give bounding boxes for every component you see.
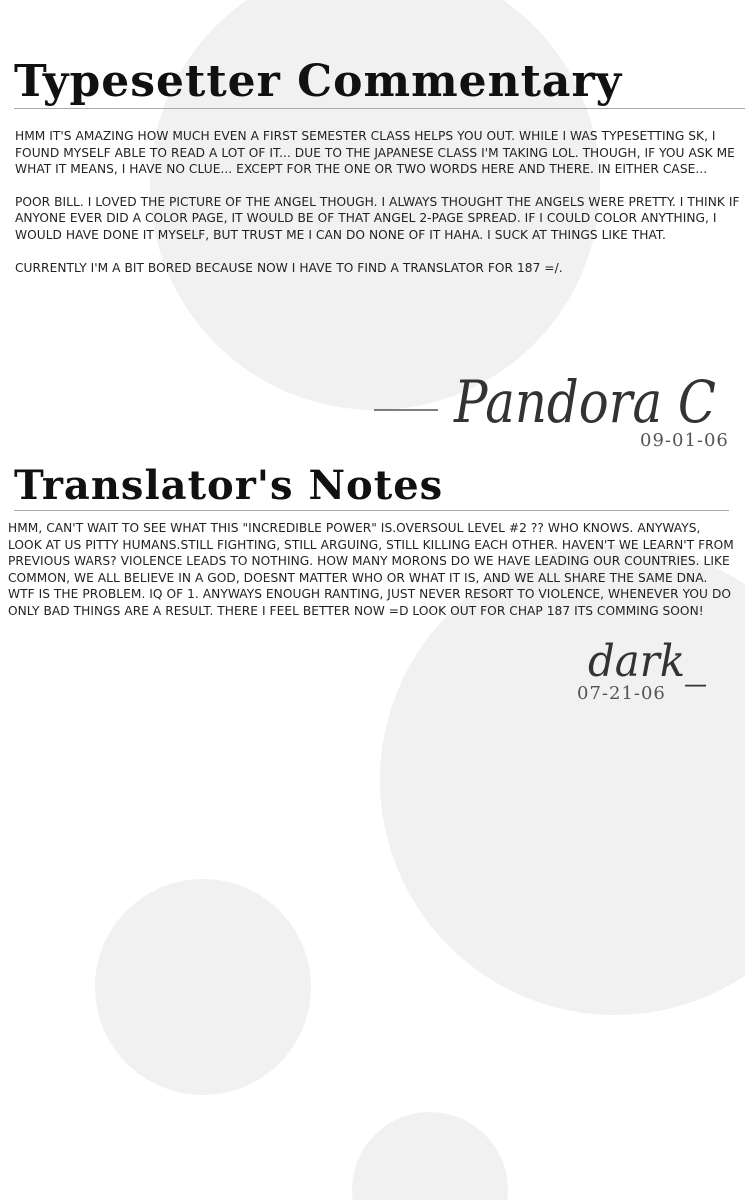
translator-date: 07-21-06 [577, 683, 666, 704]
translator-paragraph: HMM, CAN'T WAIT TO SEE WHAT THIS "INCREDIBLE POWER" IS.OVERSOUL LEVEL #2 ?? WHO KNOWS. ANYWAYS, LOOK AT US PITTY HUMANS.STILL FIGHTING, STILL ARGUING, STILL KILLING EACH OTHER. HAVEN'T WE LEARN'T FROM PREVIOUS WARS? VIOLENCE LEADS TO NOTHING. HOW MANY MORONS DO WE HAVE LEADING OUR COUNTRIES. LIKE COMMON, WE ALL BELIEVE IN A GOD, DOESNT MATTER WHO OR WHAT IT IS, AND WE ALL SHARE THE SAME DNA. WTF IS THE PROBLEM. IQ OF 1. ANYWAYS ENOUGH RANTING, JUST NEVER RESORT TO VIOLENCE, WHENEVER YOU DO ONLY BAD THINGS ARE A RESULT. THERE I FEEL BETTER NOW =D LOOK OUT FOR CHAP 187 ITS COMMING SOON! [8, 521, 734, 618]
typesetter-divider [14, 108, 745, 109]
translator-heading: Translator's Notes [14, 462, 444, 509]
typesetter-heading: Typesetter Commentary [14, 56, 623, 107]
typesetter-date: 09-01-06 [640, 430, 729, 451]
typesetter-paragraph: HMM IT'S AMAZING HOW MUCH EVEN A FIRST SEMESTER CLASS HELPS YOU OUT. WHILE I WAS TYPESETTING SK, I FOUND MYSELF ABLE TO READ A LOT OF IT... DUE TO THE JAPANESE CLASS I'M TAKING LOL. THOUGH, IF YOU ASK ME WHAT IT MEANS, I HAVE NO CLUE... EXCEPT FOR THE ONE OR TWO WORDS HERE AND THERE. IN EITHER CASE... [15, 129, 735, 177]
typesetter-commentary-text [15, 128, 743, 292]
typesetter-paragraph: POOR BILL. I LOVED THE PICTURE OF THE ANGEL THOUGH. I ALWAYS THOUGHT THE ANGELS WERE PRETTY. I THINK IF ANYONE EVER DID A COLOR PAGE, IT WOULD BE OF THAT ANGEL 2-PAGE SPREAD. IF I COULD COLOR ANYTHING, I WOULD HAVE DONE IT MYSELF, BUT TRUST ME I CAN DO NONE OF IT HAHA. I SUCK AT THINGS LIKE THAT. [15, 194, 740, 242]
dark-signature-text: dark_ [588, 636, 706, 687]
bg-circle-bottom-left [95, 879, 311, 1095]
translator-notes-text [8, 520, 736, 636]
translator-divider [14, 510, 729, 511]
typesetter-paragraph: CURRENTLY I'M A BIT BORED BECAUSE NOW I HAVE TO FIND A TRANSLATOR FOR 187 =/. [15, 260, 563, 275]
dark-signature [586, 628, 716, 690]
bg-circle-bottom [352, 1112, 508, 1200]
pandora-signature-text: Pandora C [453, 368, 716, 436]
